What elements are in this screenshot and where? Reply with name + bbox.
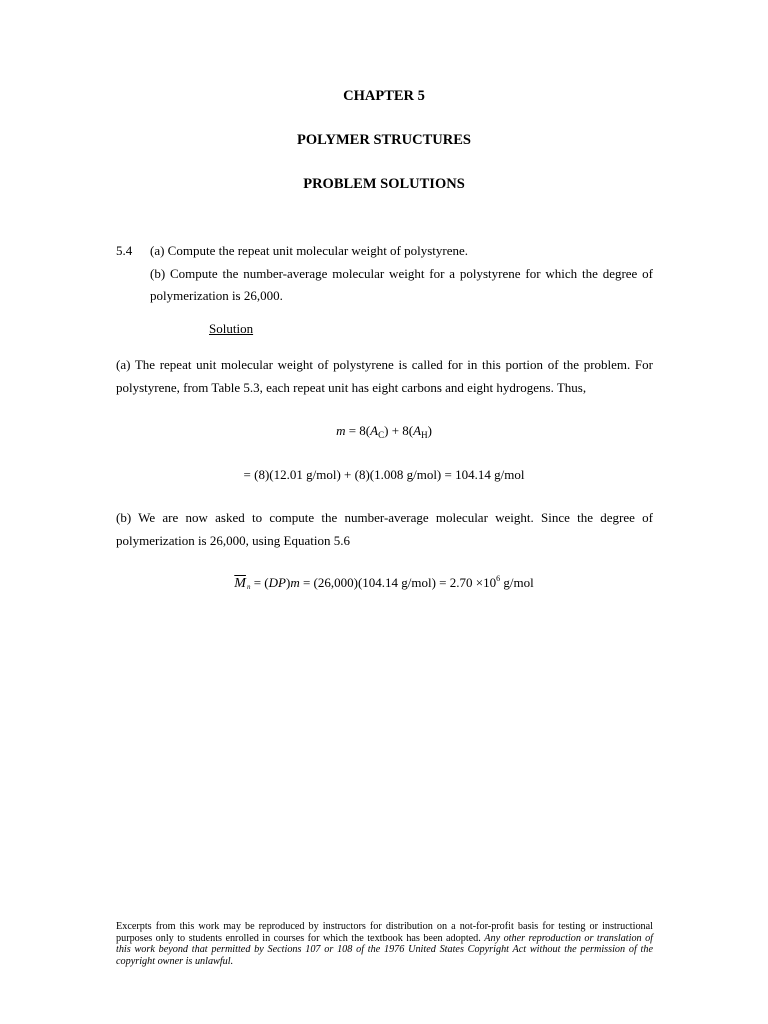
eq1-ac: A	[370, 423, 379, 438]
equation-repeat-unit-weight	[0, 423, 768, 443]
eq1-ah: A	[413, 423, 422, 438]
problem-part-a: (a) Compute the repeat unit molecular weight of polystyrene.	[150, 243, 469, 258]
section-subtitle: PROBLEM SOLUTIONS	[303, 176, 465, 192]
footer-normal-text: Excerpts from this work may be reproduced by instructors for distribution on a not-for-profit basis for testing or instructional purposes only to students enrolled in courses for which the textbook has been adopted.	[116, 921, 653, 944]
eq3-close: )	[285, 575, 291, 590]
problem-part-b-line1: (b) Compute the number-average molecular weight for a polystyrene for which the degree of	[150, 266, 653, 281]
solution-b-line2: polymerization is 26,000, using Equation 5.6	[116, 533, 350, 548]
chapter-title: POLYMER STRUCTURES	[297, 132, 471, 148]
eq3-rhs: = (26,000)(104.14 g/mol) = 2.70 ×10	[299, 575, 497, 590]
copyright-footer	[116, 921, 653, 967]
eq1-m: m	[336, 423, 346, 438]
eq1-plus: ) + 8(	[384, 423, 414, 438]
eq3-eq: = (	[250, 575, 269, 590]
solution-label: Solution	[209, 321, 254, 336]
eq1-mid: = 8(	[345, 423, 371, 438]
problem-part-b-line2: polymerization is 26,000.	[150, 288, 283, 303]
eq3-unit: g/mol	[500, 575, 534, 590]
eq3-m: m	[290, 575, 300, 590]
problem-number: 5.4	[116, 243, 133, 258]
equation-number-average-weight	[0, 571, 768, 595]
eq3-m-bar: $\overline{M}$	[234, 576, 246, 591]
footer-italic-text: Any other reproduction or translation of this work beyond that permitted by Sections 107 or 108 of the 1976 United States Copyright Act without the permission of the copyright owner is unlawful.	[116, 932, 654, 967]
eq1-end: )	[427, 423, 432, 438]
solution-a-line1: (a) The repeat unit molecular weight of polystyrene is called for in this portion of the problem. For	[116, 357, 653, 372]
eq1-sub-c: C	[378, 430, 385, 440]
chapter-heading: CHAPTER 5	[343, 88, 425, 104]
eq3-dp: DP	[268, 575, 286, 590]
solution-a-line2: polystyrene, from Table 5.3, each repeat unit has eight carbons and eight hydrogens. Thus,	[116, 380, 587, 395]
equation-repeat-unit-value: = (8)(12.01 g/mol) + (8)(1.008 g/mol) = 104.14 g/mol	[243, 467, 525, 482]
eq1-sub-h: H	[421, 430, 428, 440]
solution-b-line1: (b) We are now asked to compute the number-average molecular weight. Since the degree of	[116, 510, 653, 525]
eq3-exponent: 6	[496, 574, 501, 583]
eq3-sub-n: n	[246, 583, 251, 591]
